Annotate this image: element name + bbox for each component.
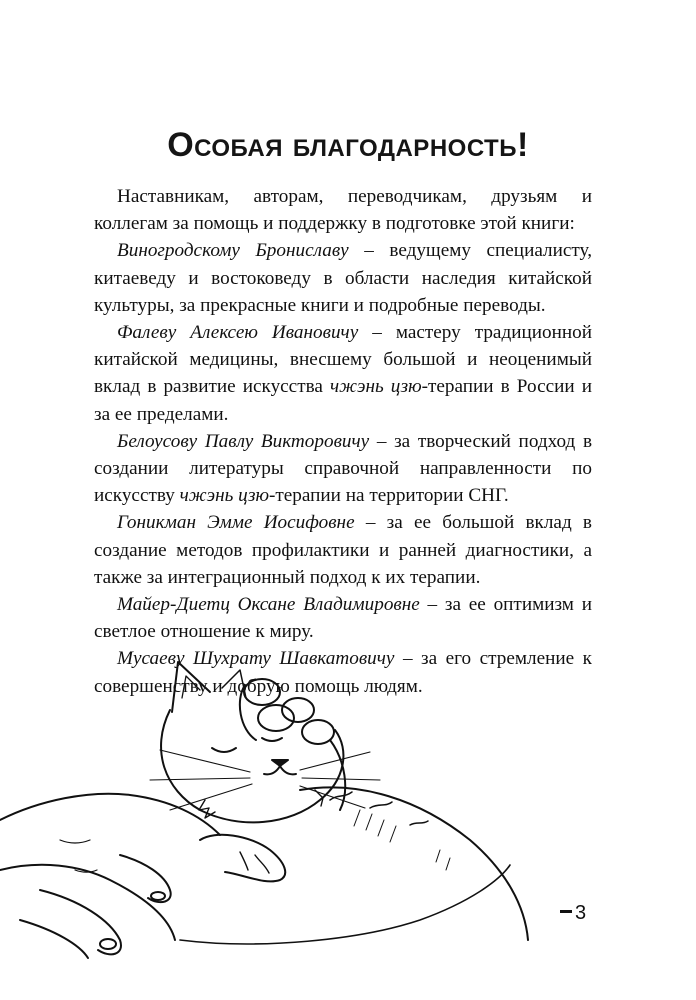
page-number [560,902,586,925]
thanks-text: – мастеру традиционной китайской медицины, внесшему большой и неоценимый вклад в развитие искусства [94,322,593,398]
thanks-text: – за ее большой вклад в создание методов профилактики и ранней диагностики, а также за интеграционный подход к их терапии. [94,512,592,588]
cat-with-hands-illustration [0,640,560,970]
person-name: Мусаеву Шухрату Шавкатовичу [117,648,395,670]
thanks-text: -терапии в России и за ее пределами. [94,376,592,425]
thanks-text: – за ее оптимизм и светлое отношение к миру. [94,594,592,643]
acknowledgements-text [94,183,592,700]
term-italic: чжэнь цзю [179,485,269,507]
page-number-dash [560,910,572,913]
thanks-paragraph [94,237,592,319]
cat-mouth [264,766,296,774]
hand-finger [40,890,121,954]
thanks-text: – за его стремление к совершенству и добрую помощь людям. [94,648,593,697]
cat-eye-right [262,738,282,741]
person-name: Фалеву Алексею Ивановичу [117,322,359,344]
hand-thumb [120,855,171,902]
page-title: Особая благодарность! [167,126,529,164]
cat-paw-toes [240,852,269,873]
hatching [354,810,450,870]
thanks-paragraph [94,509,592,591]
person-name: Виногродскому Брониславу [117,240,349,262]
cat-cheek-fur [199,790,323,818]
person-name: Майер-Диетц Оксане Владимировне [117,594,420,616]
cat-body [300,787,528,940]
thanks-text: – ведущему специалисту, китаеведу и востоковеду в области наследия китайской культуры, за прекрасные книги и подробные переводы. [94,240,592,316]
finger-tip [282,698,314,722]
intro-text: Наставникам, авторам, переводчикам, друзьям и коллегам за помощь и поддержку в подготовке этой книги: [94,186,592,235]
person-name: Гоникман Эмме Иосифовне [117,512,355,534]
fingernail [100,939,116,949]
hand-palm [0,865,175,940]
cat-left-ear [172,662,210,712]
cat-right-ear [222,670,246,698]
thanks-paragraph [94,428,592,510]
thanks-paragraph [94,319,592,428]
cat-belly [180,865,510,944]
thanks-paragraph [94,591,592,645]
fingernail [151,892,165,900]
person-name: Белоусову Павлу Викторовичу [117,430,370,452]
term-italic: чжэнь цзю [329,376,422,398]
thanks-text: – за творческий подход в создании литературы справочной направленности по искусству [94,430,593,507]
intro-paragraph [94,183,592,237]
page-number-value: 3 [575,902,587,924]
hand-finger [20,920,88,958]
finger-tip [258,705,294,731]
cat-eye-left [212,748,236,752]
thanks-text: -терапии на территории СНГ. [269,485,509,507]
finger-tip [244,679,280,705]
